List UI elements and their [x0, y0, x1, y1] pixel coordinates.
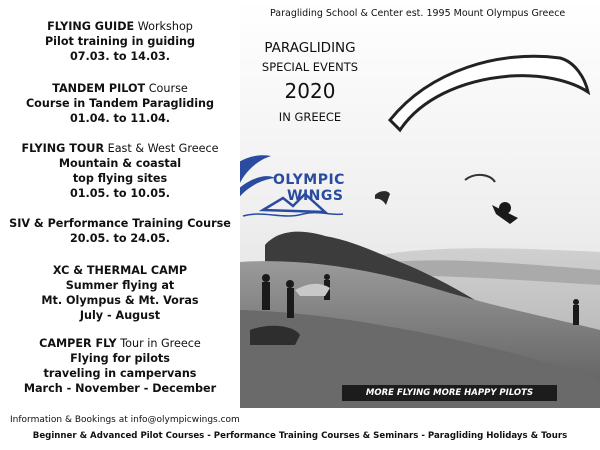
event-title: FLYING TOUR	[21, 142, 105, 155]
event-title: CAMPER FLY	[39, 337, 117, 350]
event-title-rest: East & West Greece	[104, 142, 219, 155]
event-title-rest: Tour in Greece	[116, 337, 201, 350]
logo-wave-icon	[243, 213, 343, 216]
footer-services: Beginner & Advanced Pilot Courses - Performance Training Courses & Seminars - Paragliding Holidays & Tours	[32, 431, 568, 441]
event-camper-fly	[0, 336, 240, 396]
event-tandem-pilot	[0, 81, 240, 126]
event-dates: March - November - December	[23, 382, 217, 395]
headline-year: 2020	[284, 79, 336, 103]
event-detail: Flying for pilots	[70, 352, 170, 365]
event-dates: 01.05. to 10.05.	[69, 187, 171, 200]
logo-word-wings: WINGS	[287, 188, 344, 204]
event-dates: 01.04. to 11.04.	[69, 112, 171, 125]
slogan-banner: MORE FLYING MORE HAPPY PILOTS	[342, 385, 557, 401]
headline-line-1: PARAGLIDING	[264, 40, 356, 56]
event-detail: Course in Tandem Paragliding	[25, 97, 215, 110]
event-detail: traveling in campervans	[43, 367, 197, 380]
event-dates: 07.03. to 14.03.	[69, 50, 171, 63]
event-detail: top flying sites	[72, 172, 168, 185]
event-flying-tour	[0, 141, 240, 201]
event-title: XC & THERMAL CAMP	[52, 264, 188, 277]
event-title: FLYING GUIDE	[47, 20, 135, 33]
event-xc-thermal-camp	[0, 263, 240, 323]
event-title: SIV & Performance Training Course	[9, 217, 231, 230]
event-detail: Summer flying at	[65, 279, 175, 292]
school-tagline: Paragliding School & Center est. 1995 Mount Olympus Greece	[270, 8, 566, 19]
contact-info: Information & Bookings at info@olympicwings.com	[10, 415, 240, 425]
event-detail: Mt. Olympus & Mt. Voras	[41, 294, 199, 307]
headline-line-2: SPECIAL EVENTS	[261, 60, 359, 74]
event-detail: Pilot training in guiding	[44, 35, 196, 48]
headline-line-4: IN GREECE	[278, 110, 342, 124]
event-flying-guide	[0, 19, 240, 64]
event-headline	[244, 38, 376, 128]
event-title-rest: Course	[145, 82, 188, 95]
event-dates: 20.05. to 24.05.	[69, 232, 171, 245]
event-title-rest: Workshop	[134, 20, 193, 33]
logo-word-olympic: OLYMPIC	[273, 172, 345, 188]
event-dates: July - August	[79, 309, 161, 322]
event-detail: Mountain & coastal	[58, 157, 182, 170]
event-title: TANDEM PILOT	[52, 82, 146, 95]
event-siv-course	[0, 216, 240, 246]
events-list	[0, 0, 240, 405]
